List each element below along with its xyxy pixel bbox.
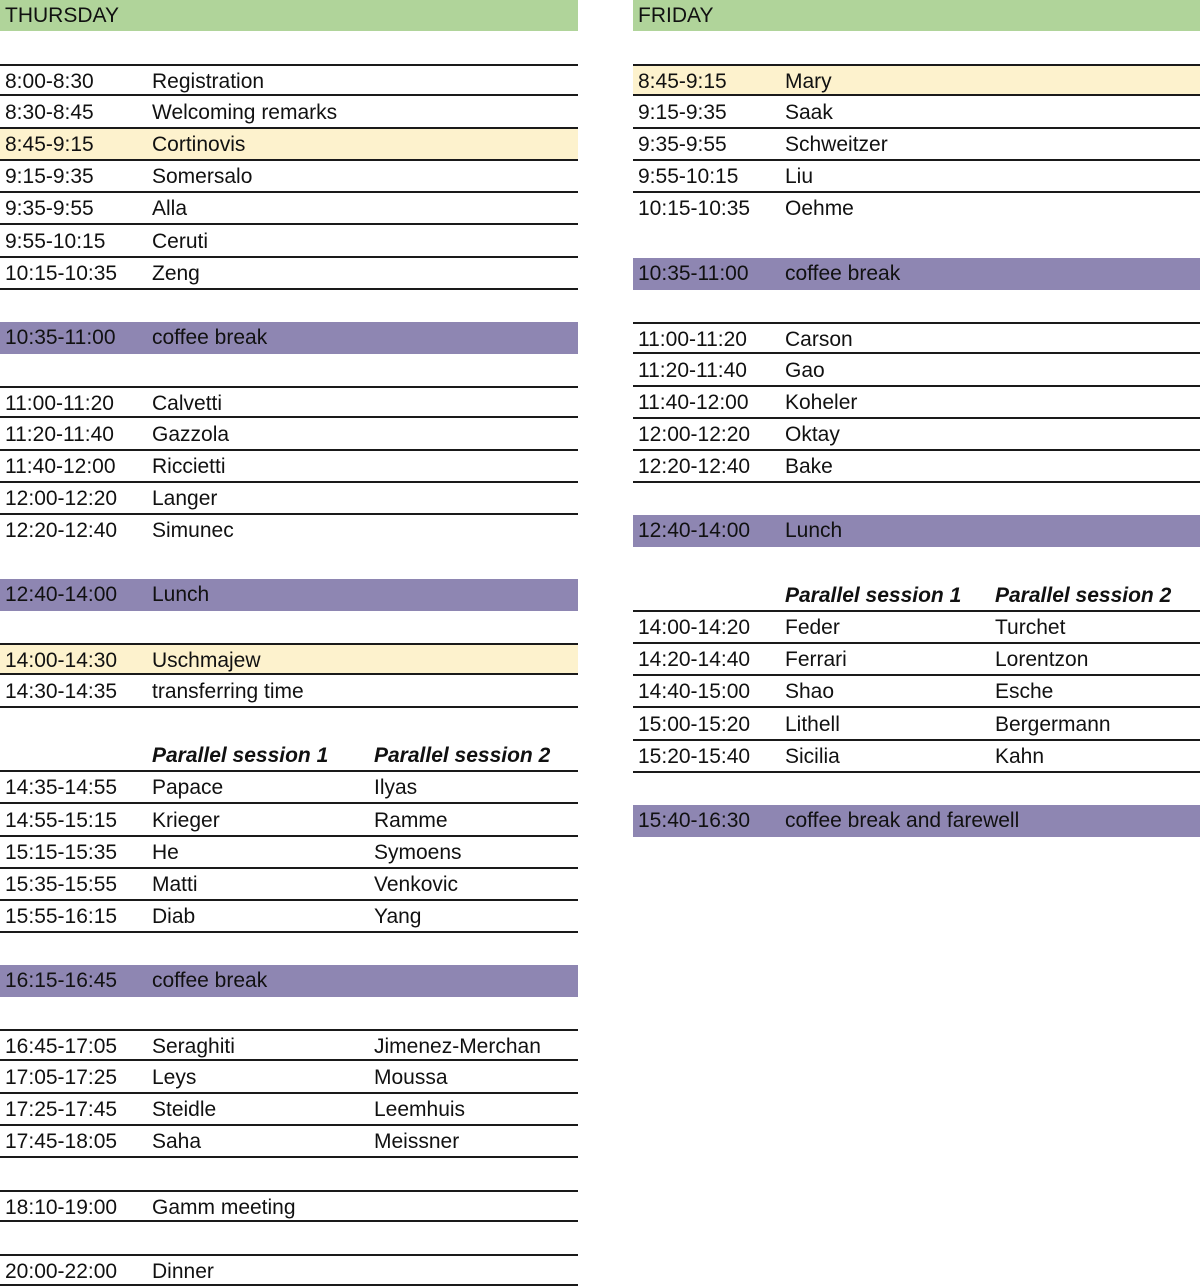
name-cell: Feder: [785, 616, 840, 639]
session-2-cell: Kahn: [995, 745, 1045, 768]
time-cell: 15:20-15:40: [638, 745, 751, 768]
time-cell: 14:30-14:35: [5, 680, 118, 703]
session-2-cell: Lorentzon: [995, 648, 1089, 671]
name-cell: Cortinovis: [152, 133, 246, 156]
schedule-row: [0, 386, 578, 418]
name-cell: Ceruti: [152, 230, 209, 253]
name-cell: He: [152, 841, 179, 864]
name-cell: Alla: [152, 197, 188, 220]
session-1-label: Parallel session 1: [152, 744, 329, 767]
name-cell: Welcoming remarks: [152, 101, 338, 124]
name-cell: Leys: [152, 1066, 197, 1089]
time-cell: 14:00-14:20: [638, 616, 751, 639]
schedule-row: [633, 676, 1200, 708]
session-2-label: Parallel session 2: [995, 584, 1172, 607]
name-cell: Simunec: [152, 519, 234, 542]
time-cell: 11:40-12:00: [638, 391, 749, 414]
time-cell: 14:40-15:00: [638, 680, 751, 703]
schedule-row: [633, 97, 1200, 129]
session-2-cell: Esche: [995, 680, 1054, 703]
schedule-row: [633, 709, 1200, 741]
time-cell: 10:15-10:35: [5, 262, 118, 285]
session-2-cell: Yang: [374, 905, 422, 928]
time-cell: 8:30-8:45: [5, 101, 94, 124]
day-title: THURSDAY: [5, 4, 119, 27]
break-row: [0, 322, 578, 354]
name-cell: Riccietti: [152, 455, 226, 478]
schedule-row: [633, 387, 1200, 419]
time-cell: 12:40-14:00: [638, 519, 751, 542]
session-2-cell: Ramme: [374, 809, 448, 832]
session-2-cell: Turchet: [995, 616, 1066, 639]
name-cell: Krieger: [152, 809, 220, 832]
session-2-cell: Jimenez-Merchan: [374, 1035, 541, 1058]
name-cell: Dinner: [152, 1260, 214, 1283]
time-cell: 16:15-16:45: [5, 969, 118, 992]
name-cell: Shao: [785, 680, 835, 703]
time-cell: 9:35-9:55: [5, 197, 94, 220]
name-cell: Gao: [785, 359, 825, 382]
session-2-cell: Moussa: [374, 1066, 448, 1089]
session-2-cell: Meissner: [374, 1130, 460, 1153]
schedule-row: [633, 612, 1200, 644]
schedule-row: [0, 161, 578, 193]
schedule-row: [0, 226, 578, 258]
name-cell: Ferrari: [785, 648, 847, 671]
schedule-row: [633, 451, 1200, 483]
time-cell: 10:35-11:00: [638, 262, 749, 285]
lunch-row: [633, 515, 1200, 547]
name-cell: Zeng: [152, 262, 200, 285]
schedule-row: [0, 676, 578, 708]
day-header: [0, 0, 578, 32]
name-cell: Papace: [152, 776, 224, 799]
name-cell: coffee break: [152, 326, 268, 349]
schedule-row: [633, 419, 1200, 451]
session-2-cell: Ilyas: [374, 776, 418, 799]
name-cell: coffee break: [785, 262, 901, 285]
time-cell: 16:45-17:05: [5, 1035, 118, 1058]
schedule-row: [0, 805, 578, 837]
schedule-row: [0, 901, 578, 933]
time-cell: 11:20-11:40: [638, 359, 747, 382]
time-cell: 17:45-18:05: [5, 1130, 118, 1153]
name-cell: Somersalo: [152, 165, 253, 188]
schedule-row: [633, 644, 1200, 676]
keynote-row: [0, 129, 578, 161]
name-cell: Mary: [785, 70, 832, 93]
schedule-row: [0, 1029, 578, 1061]
parallel-session-header: [633, 580, 1200, 612]
session-1-label: Parallel session 1: [785, 584, 962, 607]
schedule-row: [633, 129, 1200, 161]
time-cell: 14:00-14:30: [5, 649, 118, 672]
time-cell: 15:40-16:30: [638, 809, 751, 832]
time-cell: 11:20-11:40: [5, 423, 114, 446]
time-cell: 9:15-9:35: [5, 165, 94, 188]
schedule-row: [0, 1254, 578, 1286]
name-cell: Sicilia: [785, 745, 840, 768]
time-cell: 15:15-15:35: [5, 841, 118, 864]
name-cell: Langer: [152, 487, 218, 510]
time-cell: 17:05-17:25: [5, 1066, 118, 1089]
name-cell: Saha: [152, 1130, 202, 1153]
schedule-row: [0, 97, 578, 129]
name-cell: Matti: [152, 873, 198, 896]
time-cell: 8:45-9:15: [5, 133, 94, 156]
name-cell: Oktay: [785, 423, 840, 446]
session-2-cell: Bergermann: [995, 713, 1111, 736]
time-cell: 11:00-11:20: [638, 328, 747, 351]
time-cell: 12:20-12:40: [638, 455, 751, 478]
schedule-row: [0, 1094, 578, 1126]
name-cell: Schweitzer: [785, 133, 888, 156]
session-2-cell: Leemhuis: [374, 1098, 466, 1121]
time-cell: 12:20-12:40: [5, 519, 118, 542]
time-cell: 15:00-15:20: [638, 713, 751, 736]
schedule-row: [0, 483, 578, 515]
name-cell: Saak: [785, 101, 833, 124]
parallel-session-header: [0, 740, 578, 772]
time-cell: 14:55-15:15: [5, 809, 118, 832]
name-cell: coffee break: [152, 969, 268, 992]
name-cell: Lunch: [785, 519, 843, 542]
name-cell: Registration: [152, 70, 265, 93]
name-cell: Liu: [785, 165, 814, 188]
schedule-row: [0, 515, 578, 547]
schedule-row: [0, 772, 578, 804]
time-cell: 11:40-12:00: [5, 455, 116, 478]
time-cell: 18:10-19:00: [5, 1196, 118, 1219]
name-cell: Calvetti: [152, 392, 223, 415]
time-cell: 9:55-10:15: [638, 165, 739, 188]
time-cell: 9:55-10:15: [5, 230, 106, 253]
schedule-row: [0, 451, 578, 483]
keynote-row: [633, 64, 1200, 96]
time-cell: 20:00-22:00: [5, 1260, 118, 1283]
schedule-row: [633, 741, 1200, 773]
schedule-row: [633, 193, 1200, 225]
schedule-row: [633, 355, 1200, 387]
schedule-row: [0, 193, 578, 225]
keynote-row: [0, 643, 578, 675]
name-cell: coffee break and farewell: [785, 809, 1020, 832]
time-cell: 9:35-9:55: [638, 133, 727, 156]
name-cell: Oehme: [785, 197, 854, 220]
time-cell: 12:00-12:20: [5, 487, 118, 510]
name-cell: transferring time: [152, 680, 304, 703]
time-cell: 8:00-8:30: [5, 70, 94, 93]
time-cell: 15:55-16:15: [5, 905, 118, 928]
name-cell: Steidle: [152, 1098, 217, 1121]
lunch-row: [0, 579, 578, 611]
name-cell: Lithell: [785, 713, 840, 736]
schedule-row: [0, 1190, 578, 1222]
time-cell: 9:15-9:35: [638, 101, 727, 124]
session-2-cell: Symoens: [374, 841, 462, 864]
schedule-row: [0, 64, 578, 96]
time-cell: 12:00-12:20: [638, 423, 751, 446]
time-cell: 14:20-14:40: [638, 648, 751, 671]
time-cell: 17:25-17:45: [5, 1098, 118, 1121]
name-cell: Gamm meeting: [152, 1196, 296, 1219]
session-2-cell: Venkovic: [374, 873, 459, 896]
time-cell: 8:45-9:15: [638, 70, 727, 93]
schedule-row: [633, 161, 1200, 193]
schedule-row: [633, 322, 1200, 354]
time-cell: 11:00-11:20: [5, 392, 114, 415]
schedule-row: [0, 1062, 578, 1094]
time-cell: 10:15-10:35: [638, 197, 751, 220]
time-cell: 15:35-15:55: [5, 873, 118, 896]
name-cell: Uschmajew: [152, 649, 261, 672]
schedule-row: [0, 419, 578, 451]
day-header: [633, 0, 1200, 32]
name-cell: Lunch: [152, 583, 210, 606]
break-row: [0, 965, 578, 997]
day-title: FRIDAY: [638, 4, 714, 27]
name-cell: Gazzola: [152, 423, 230, 446]
name-cell: Bake: [785, 455, 833, 478]
schedule-row: [0, 869, 578, 901]
name-cell: Seraghiti: [152, 1035, 235, 1058]
schedule-row: [0, 1126, 578, 1158]
schedule-row: [0, 258, 578, 290]
time-cell: 12:40-14:00: [5, 583, 118, 606]
schedule-row: [0, 837, 578, 869]
time-cell: 14:35-14:55: [5, 776, 118, 799]
time-cell: 10:35-11:00: [5, 326, 116, 349]
session-2-label: Parallel session 2: [374, 744, 551, 767]
name-cell: Diab: [152, 905, 196, 928]
name-cell: Koheler: [785, 391, 858, 414]
break-row: [633, 258, 1200, 290]
name-cell: Carson: [785, 328, 853, 351]
farewell-row: [633, 805, 1200, 837]
